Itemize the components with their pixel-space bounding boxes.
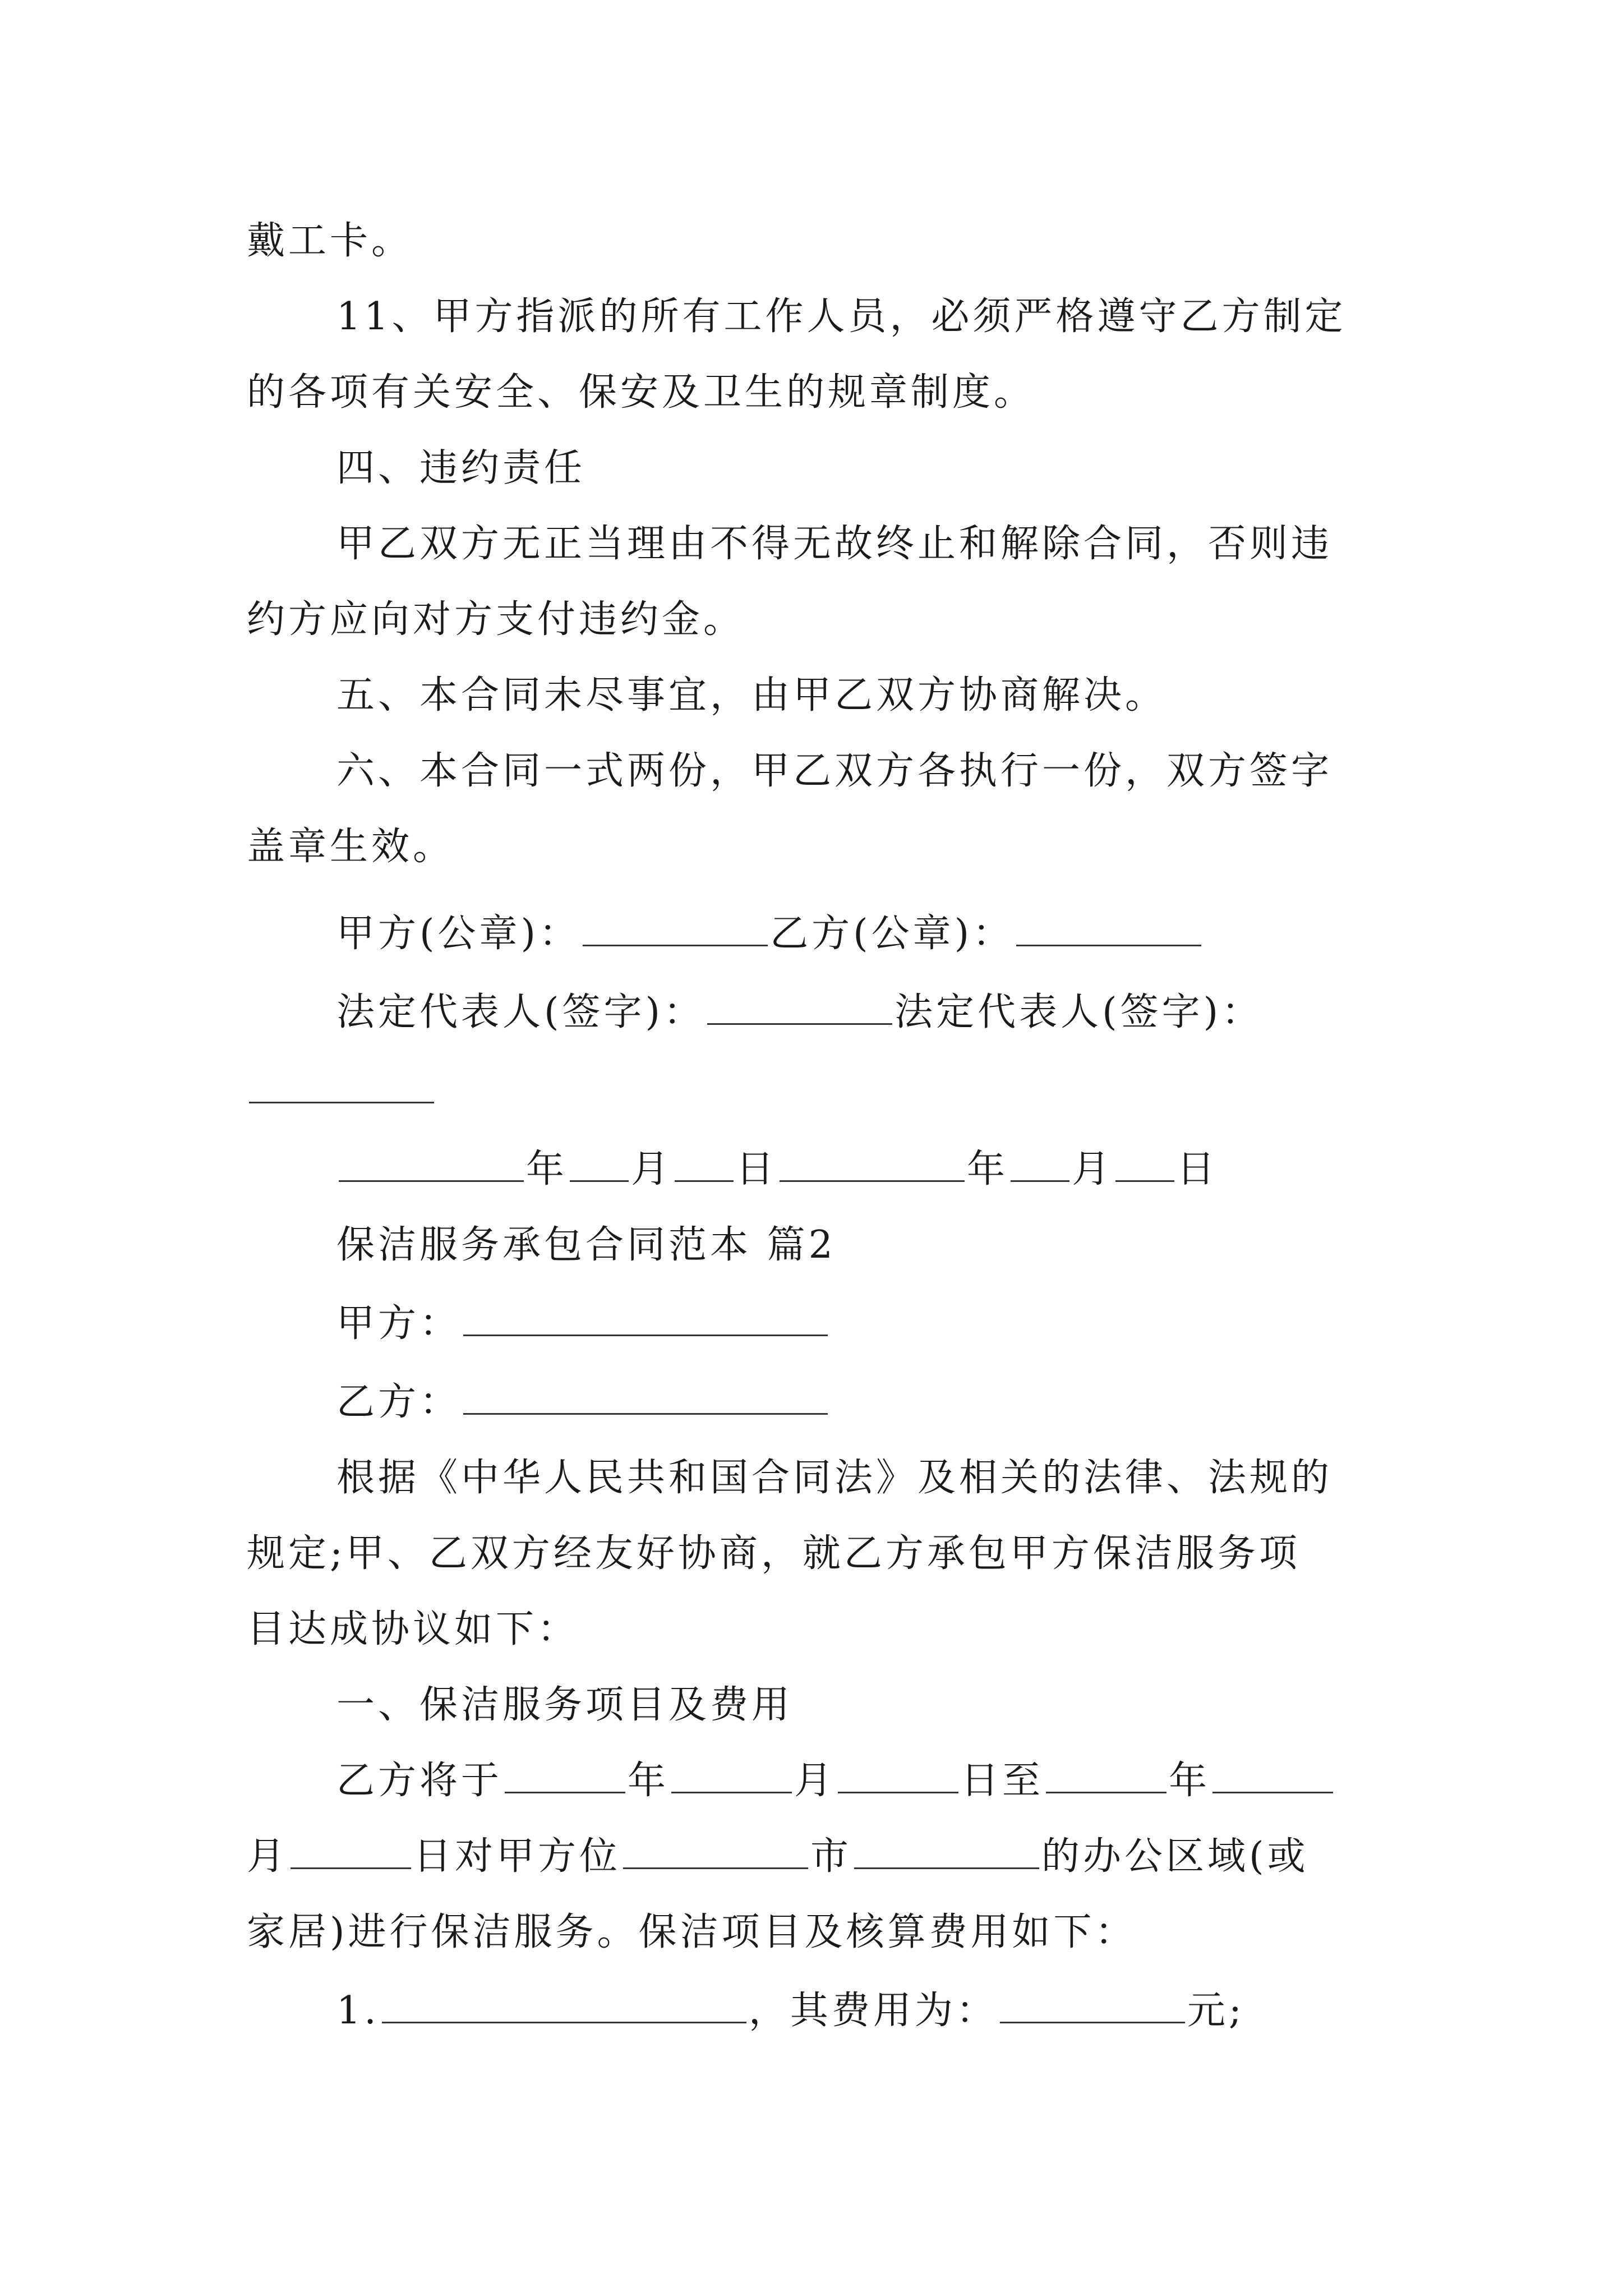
- rep-blank-a: [707, 988, 892, 1025]
- day-label: 日: [736, 1147, 778, 1191]
- rep-label-a: 法定代表人(签字)：: [336, 990, 706, 1034]
- month-label: 月: [631, 1147, 673, 1191]
- rep-label-b: 法定代表人(签字)：: [895, 990, 1264, 1034]
- text-fragment: 市: [810, 1834, 852, 1879]
- section-six: 六、本合同一式两份，甲乙双方各执行一份，双方签字: [336, 749, 1333, 793]
- period-line-2: [247, 1832, 1309, 1882]
- seal-blank-b: [1016, 910, 1201, 946]
- item-name-blank: [382, 1987, 746, 2023]
- date-line: [336, 1144, 1218, 1195]
- month-blank-a: [570, 1145, 629, 1182]
- party-a-line: [336, 1299, 830, 1349]
- section-heading-items: 一、保洁服务项目及费用: [336, 1683, 794, 1727]
- section-five: 五、本合同未尽事宜，由甲乙双方协商解决。: [336, 673, 1167, 717]
- year-blank-b: [780, 1145, 965, 1182]
- text-fragment: 日至: [961, 1759, 1044, 1803]
- party-b-line: [336, 1377, 830, 1428]
- text-fragment: 年: [628, 1759, 670, 1803]
- day-blank-a: [675, 1145, 734, 1182]
- blank-field: [854, 1833, 1039, 1869]
- party-a-label: 甲方：: [336, 1301, 462, 1346]
- text-line: 甲乙双方无正当理由不得无故终止和解除合同，否则违: [336, 522, 1333, 566]
- blank-field: [505, 1757, 625, 1793]
- text-line: 目达成协议如下：: [247, 1607, 579, 1651]
- party-b-blank: [463, 1378, 828, 1415]
- blank-field: [671, 1757, 792, 1793]
- clause-11: 11、甲方指派的所有工作人员，必须严格遵守乙方制定: [336, 295, 1347, 339]
- party-b-label: 乙方：: [336, 1380, 462, 1424]
- text-fragment: 年: [1169, 1759, 1211, 1803]
- rep-blank-b-line: [247, 1066, 436, 1116]
- seal-blank-a: [583, 910, 768, 946]
- text-line: 根据《中华人民共和国合同法》及相关的法律、法规的: [336, 1456, 1333, 1500]
- month-blank-b: [1011, 1145, 1069, 1182]
- text-line: 盖章生效。: [247, 825, 455, 869]
- year-label: 年: [526, 1147, 568, 1191]
- text-fragment: 月: [247, 1834, 289, 1879]
- section-heading-breach: 四、违约责任: [336, 446, 586, 490]
- text-fragment: 月: [794, 1759, 836, 1803]
- item-1-line: [336, 1986, 1245, 2036]
- blank-field: [838, 1757, 958, 1793]
- text-fragment: ，其费用为：: [748, 1989, 998, 2033]
- month-label: 月: [1072, 1147, 1114, 1191]
- item-cost-blank: [1000, 1987, 1185, 2023]
- year-label: 年: [967, 1147, 1009, 1191]
- rep-blank-b: [249, 1067, 434, 1103]
- blank-field: [1212, 1757, 1333, 1793]
- seal-label-b: 乙方(公章)：: [770, 912, 1015, 956]
- text-line: 约方应向对方支付违约金。: [247, 597, 745, 642]
- text-fragment: 的办公区域(或: [1041, 1834, 1309, 1879]
- text-fragment: 日对甲方位: [413, 1834, 621, 1879]
- text-line: 规定;甲、乙双方经友好协商，就乙方承包甲方保洁服务项: [247, 1531, 1301, 1576]
- item-number: 1.: [336, 1989, 380, 2033]
- representative-line: [336, 987, 1263, 1038]
- day-label: 日: [1177, 1147, 1219, 1191]
- text-line: 的各项有关安全、保安及卫生的规章制度。: [247, 370, 1036, 415]
- blank-field: [623, 1833, 808, 1869]
- text-fragment: 乙方将于: [336, 1759, 503, 1803]
- text-line: 家居)进行保洁服务。保洁项目及核算费用如下：: [247, 1910, 1137, 1954]
- day-blank-b: [1115, 1145, 1174, 1182]
- section-title: 保洁服务承包合同范本 篇2: [336, 1223, 836, 1267]
- party-a-blank: [463, 1300, 828, 1336]
- text-fragment: 元;: [1187, 1989, 1245, 2033]
- blank-field: [291, 1833, 411, 1869]
- seal-line: [336, 909, 1204, 959]
- seal-label-a: 甲方(公章)：: [336, 912, 581, 956]
- blank-field: [1046, 1757, 1166, 1793]
- text-line: 戴工卡。: [247, 219, 413, 263]
- period-line-1: [336, 1756, 1335, 1806]
- year-blank-a: [339, 1145, 524, 1182]
